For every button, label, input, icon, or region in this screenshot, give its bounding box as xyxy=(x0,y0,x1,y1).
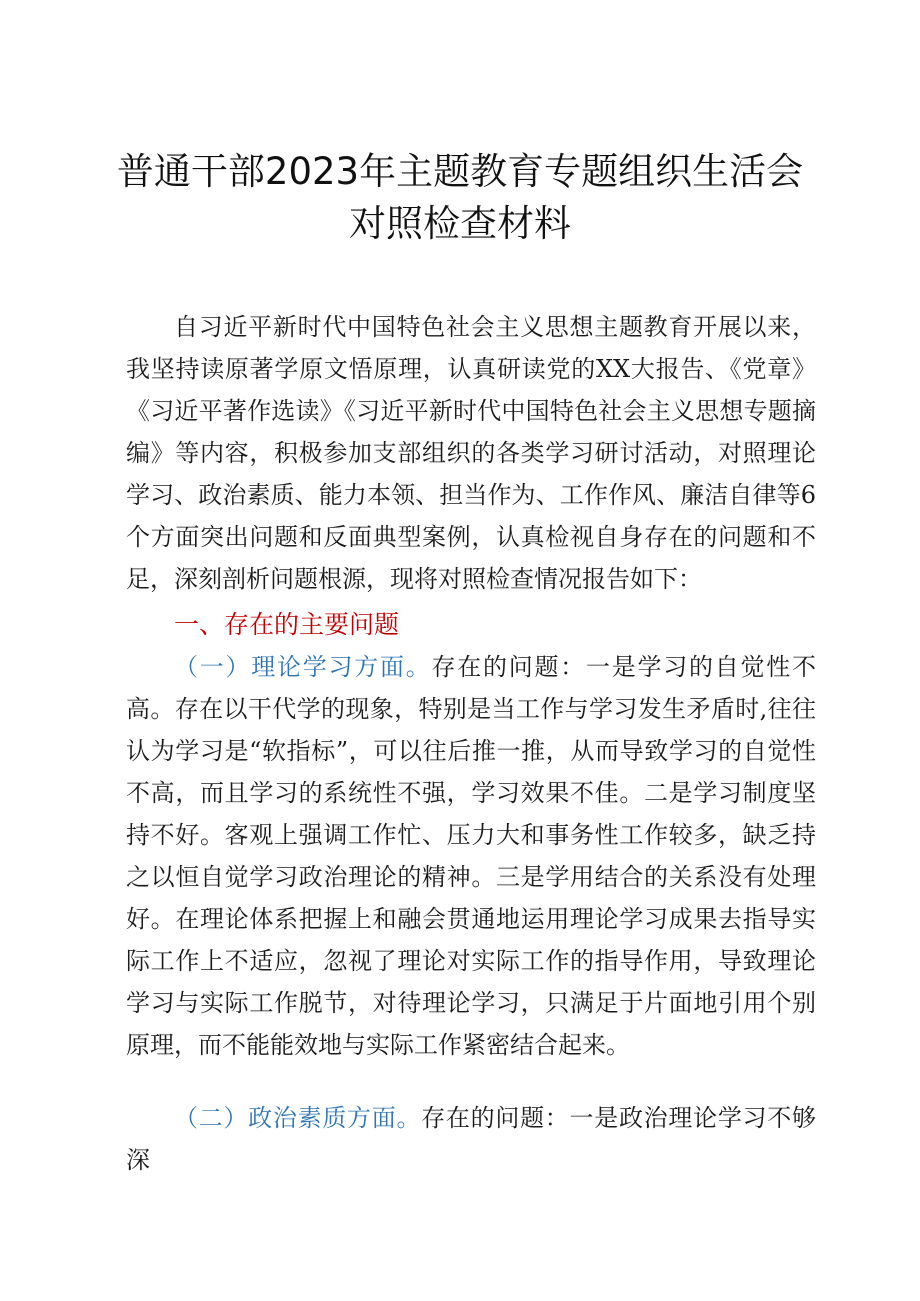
item-1-label: （一）理论学习方面。 xyxy=(174,653,432,681)
document-title-line-1: 普通干部2023年主题教育专题组织生活会 xyxy=(116,150,804,193)
item-2-label: （二）政治素质方面。 xyxy=(174,1104,422,1132)
item-2-text: 存在的问题：一是政治理论学习不够深 xyxy=(126,1104,817,1174)
section-heading-main-problems: 一、存在的主要问题 xyxy=(174,610,400,639)
item-2-paragraph xyxy=(126,1097,816,1181)
item-1-text: 存在的问题：一是学习的自觉性不高。存在以干代学的现象，特别是当工作与学习发生矛盾时,往往认为学习是“软指标”，可以往后推一推，从而导致学习的自觉性不高，而且学习的系统性不强，学习效果不佳。二是学习制度坚持不好。客观上强调工作忙、压力大和事务性工作较多，缺乏持之以恒自觉学习政治理论的精神。三是学用结合的关系没有处理好。在理论体系把握上和融会贯通地运用理论学习成果去指导实际工作上不适应，忽视了理论对实际工作的指导作用，导致理论学习与实际工作脱节，对待理论学习，只满足于片面地引用个别原理，而不能能效地与实际工作紧密结合起来。 xyxy=(126,653,816,1059)
document-title-line-2: 对照检查材料 xyxy=(349,202,571,245)
item-1-paragraph xyxy=(126,646,816,1066)
intro-paragraph: 自习近平新时代中国特色社会主义思想主题教育开展以来，我坚持读原著学原文悟原理，认真研读党的XX大报告、《党章》《习近平著作选读》《习近平新时代中国特色社会主义思想专题摘编》等内容，积极参加支部组织的各类学习研讨活动，对照理论学习、政治素质、能力本领、担当作为、工作作风、廉洁自律等6个方面突出问题和反面典型案例，认真检视自身存在的问题和不足，深刻剖析问题根源，现将对照检查情况报告如下： xyxy=(126,313,816,593)
